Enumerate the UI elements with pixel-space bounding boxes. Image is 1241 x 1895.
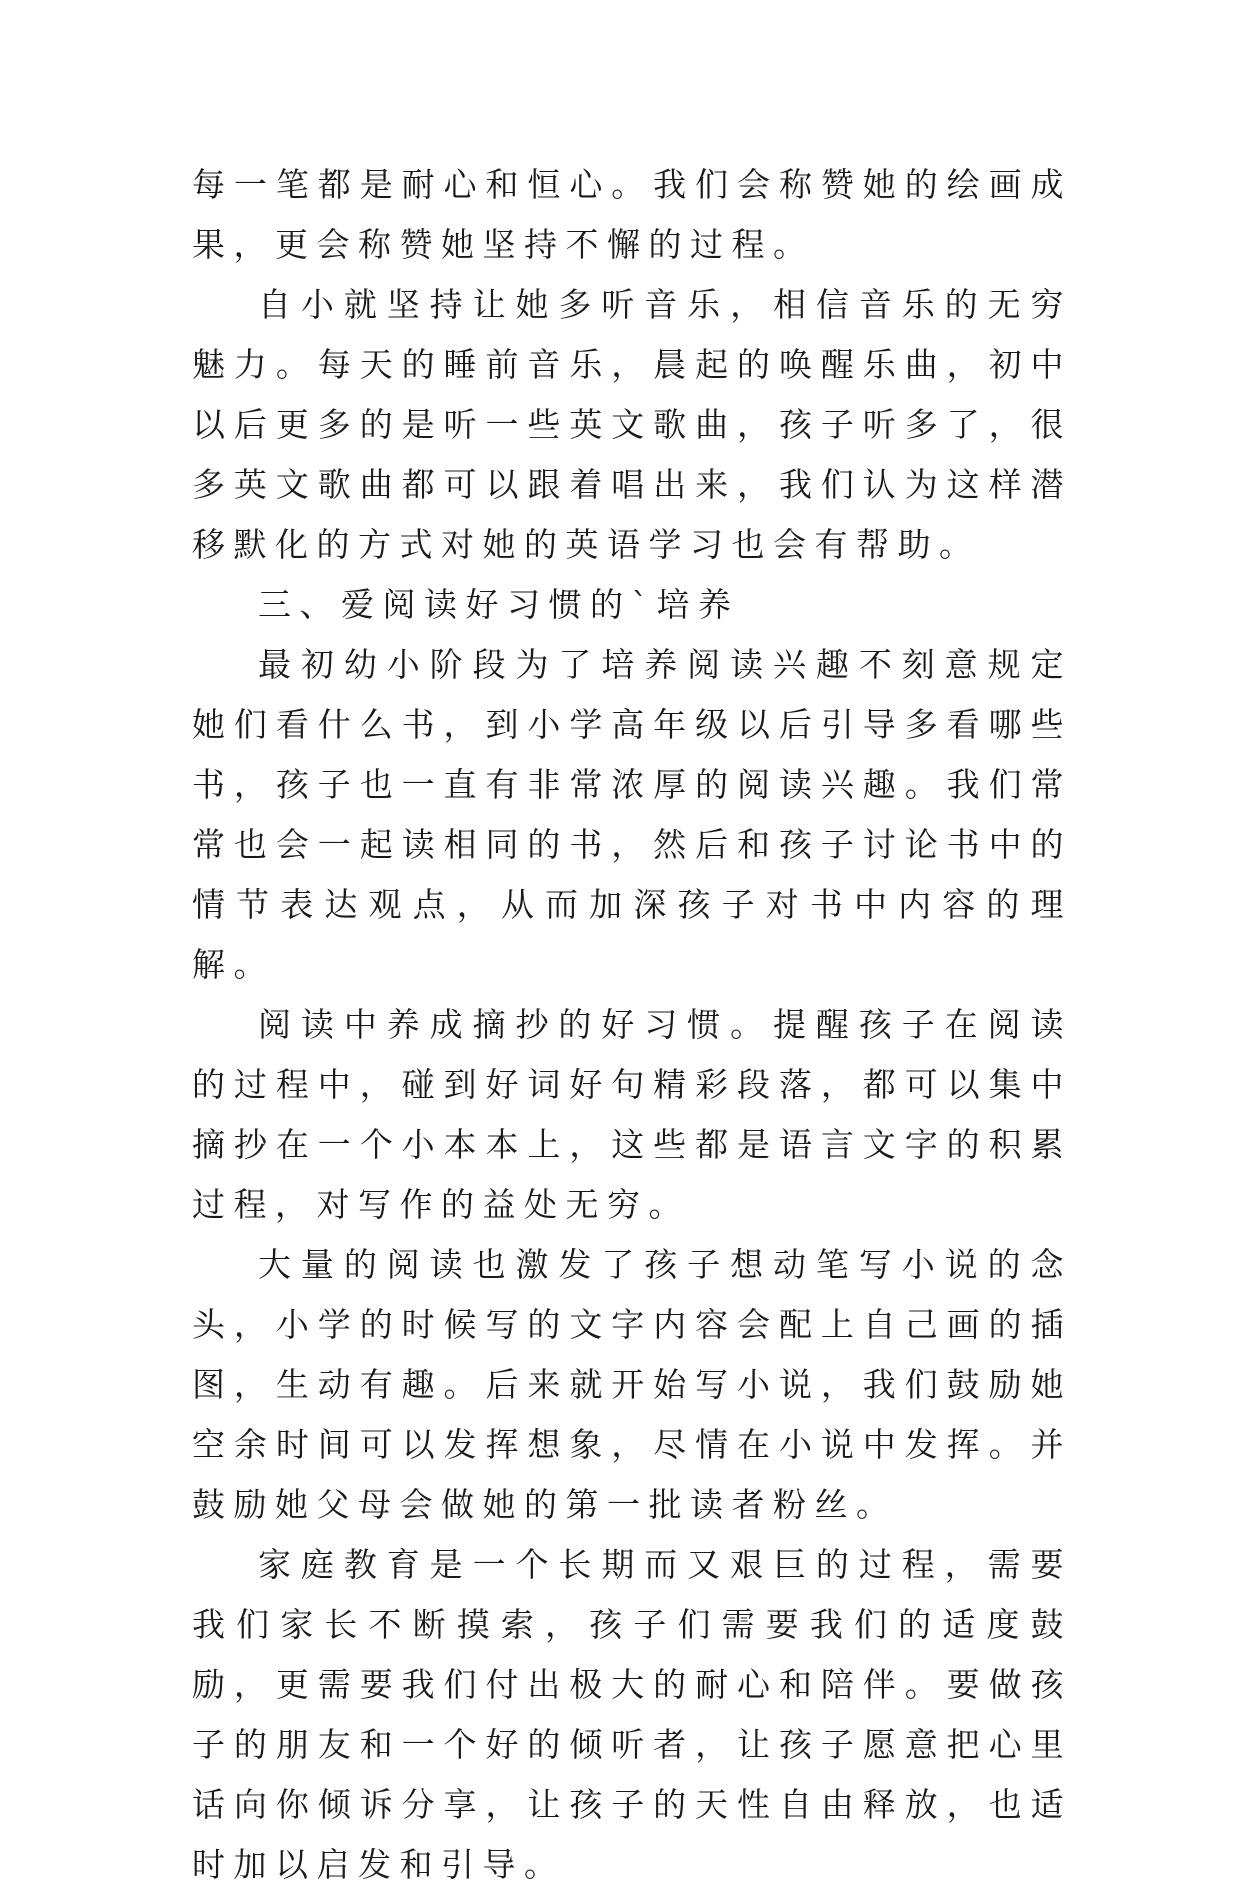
paragraph: 最初幼小阶段为了培养阅读兴趣不刻意规定她们看什么书，到小学高年级以后引导多看哪些书，孩子也一直有非常浓厚的阅读兴趣。我们常常也会一起读相同的书，然后和孩子讨论书中的情节表达观点，从而加深孩子对书中内容的理解。	[192, 645, 1072, 984]
document-body	[192, 155, 1072, 1895]
paragraph: 阅读中养成摘抄的好习惯。提醒孩子在阅读的过程中，碰到好词好句精彩段落，都可以集中摘抄在一个小本本上，这些都是语言文字的积累过程，对写作的益处无穷。	[192, 1005, 1072, 1224]
section-heading: 三、爱阅读好习惯的`培养	[258, 585, 740, 624]
paragraph: 自小就坚持让她多听音乐，相信音乐的无穷魅力。每天的睡前音乐，晨起的唤醒乐曲，初中以后更多的是听一些英文歌曲，孩子听多了，很多英文歌曲都可以跟着唱出来，我们认为这样潜移默化的方式对她的英语学习也会有帮助。	[192, 285, 1072, 564]
paragraph: 大量的阅读也激发了孩子想动笔写小说的念头，小学的时候写的文字内容会配上自己画的插图，生动有趣。后来就开始写小说，我们鼓励她空余时间可以发挥想象，尽情在小说中发挥。并鼓励她父母会做她的第一批读者粉丝。	[192, 1245, 1072, 1524]
paragraph: 家庭教育是一个长期而又艰巨的过程，需要我们家长不断摸索，孩子们需要我们的适度鼓励，更需要我们付出极大的耐心和陪伴。要做孩子的朋友和一个好的倾听者，让孩子愿意把心里话向你倾诉分享，让孩子的天性自由释放，也适时加以启发和引导。	[192, 1545, 1072, 1884]
paragraph: 每一笔都是耐心和恒心。我们会称赞她的绘画成果，更会称赞她坚持不懈的过程。	[192, 165, 1072, 264]
